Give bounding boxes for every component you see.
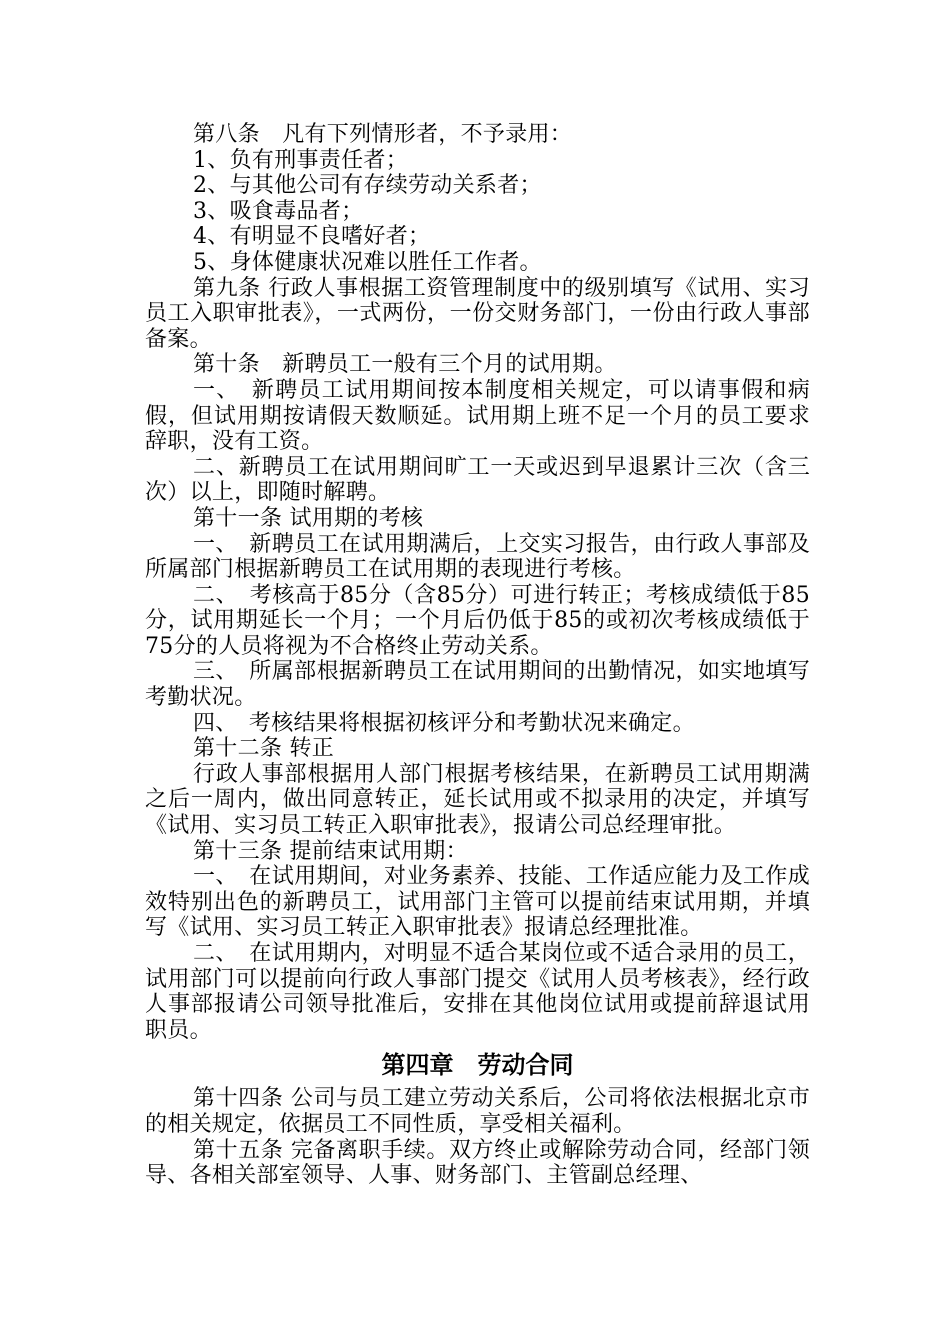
article-11-heading: 第十一条 试用期的考核: [193, 505, 424, 531]
article-8-heading: 第八条 凡有下列情形者，不予录用：: [193, 122, 573, 147]
article-15: 第十五条 完备离职手续。双方终止或解除劳动合同，经部门领导、各相关部室领导、人事、财务部门、主管副总经理、: [145, 1137, 810, 1189]
article-11-clause-3: 三、 所属部根据新聘员工在试用期间的出勤情况，如实地填写考勤状况。: [145, 659, 810, 711]
article-12-heading: 第十二条 转正: [193, 736, 335, 762]
article-9: 第九条 行政人事根据工资管理制度中的级别填写《试用、实习员工入职审批表》，一式两份，一份交财务部门，一份由行政人事部备案。: [145, 275, 810, 352]
article-8-item-1: 1、负有刑事责任者；: [193, 147, 408, 173]
article-13-clause-2: 二、 在试用期内，对明显不适合某岗位或不适合录用的员工，试用部门可以提前向行政人事部门提交《试用人员考核表》，经行政人事部报请公司领导批准后，安排在其他岗位试用或提前辞退试用职员。: [145, 941, 810, 1043]
article-10-clause-1: 一、 新聘员工试用期间按本制度相关规定，可以请事假和病假，但试用期按请假天数顺延。试用期上班不足一个月的员工要求辞职，没有工资。: [145, 377, 810, 455]
article-14: 第十四条 公司与员工建立劳动关系后，公司将依法根据北京市的相关规定，依据员工不同性质，享受相关福利。: [145, 1086, 810, 1137]
article-10-clause-2: 二、新聘员工在试用期间旷工一天或迟到早退累计三次（含三次）以上，即随时解聘。: [145, 454, 810, 506]
chapter-title: 第四章 劳动合同: [381, 1051, 574, 1080]
article-11-clause-4: 四、 考核结果将根据初核评分和考勤状况来确定。: [193, 710, 695, 736]
article-10-heading: 第十条 新聘员工一般有三个月的试用期。: [193, 352, 617, 378]
article-13-heading: 第十三条 提前结束试用期：: [193, 838, 468, 864]
article-8-item-3: 3、吸食毒品者；: [193, 198, 364, 224]
article-8-item-5: 5、身体健康状况难以胜任工作者。: [193, 249, 542, 275]
article-8-item-4: 4、有明显不良嗜好者；: [193, 224, 431, 250]
document-body: [145, 122, 810, 1189]
article-8-item-2: 2、与其他公司有存续劳动关系者；: [193, 173, 542, 199]
article-13-clause-1: 一、 在试用期间，对业务素养、技能、工作适应能力及工作成效特别出色的新聘员工，试用部门主管可以提前结束试用期，并填写《试用、实习员工转正入职审批表》报请总经理批准。: [145, 864, 810, 941]
article-11-clause-2: 二、 考核高于85分（含85分）可进行转正；考核成绩低于85分，试用期延长一个月；一个月后仍低于85的或初次考核成绩低于75分的人员将视为不合格终止劳动关系。: [145, 582, 810, 659]
article-11-clause-1: 一、 新聘员工在试用期满后，上交实习报告，由行政人事部及所属部门根据新聘员工在试用期的表现进行考核。: [145, 531, 810, 583]
article-12-body: 行政人事部根据用人部门根据考核结果，在新聘员工试用期满之后一周内，做出同意转正，延长试用或不拟录用的决定，并填写《试用、实习员工转正入职审批表》，报请公司总经理审批。: [145, 761, 810, 839]
